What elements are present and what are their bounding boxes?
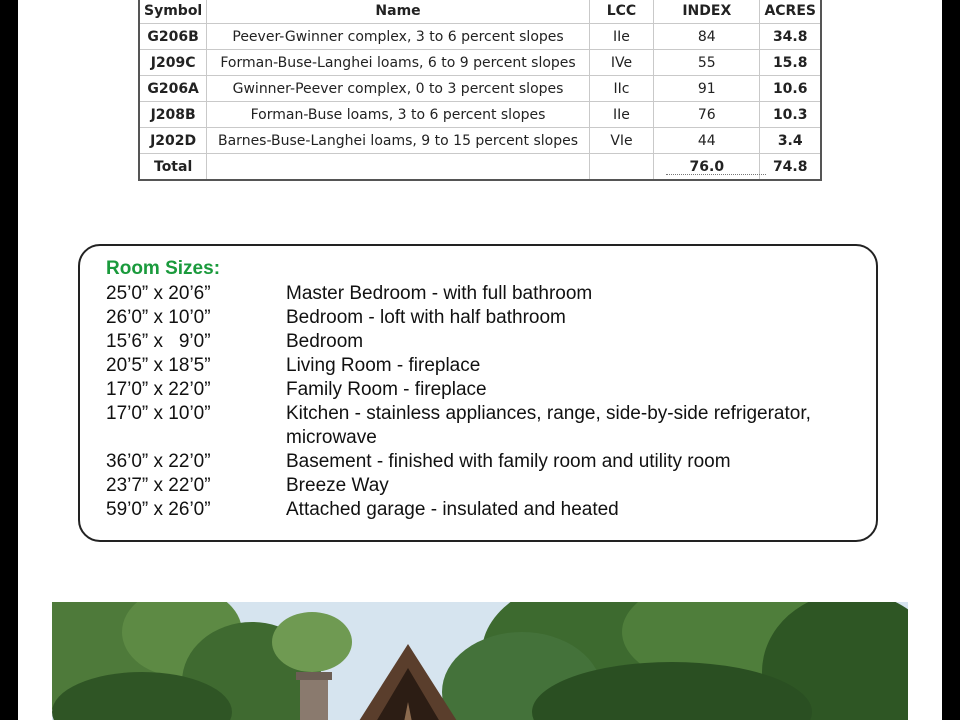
room-size: 17’0” x 22’0” — [106, 379, 211, 400]
cell-acres: 3.4 — [760, 128, 821, 154]
room-description: Attached garage - insulated and heated — [286, 499, 619, 520]
room-list — [106, 282, 866, 522]
list-item — [106, 306, 866, 330]
col-header-acres: ACRES — [760, 0, 821, 24]
col-header-index: INDEX — [654, 0, 760, 24]
cell-index: 76 — [654, 102, 760, 128]
total-acres: 74.8 — [760, 154, 821, 181]
house-photo-illustration — [52, 602, 908, 720]
room-size: 17’0” x 10’0” — [106, 403, 211, 424]
room-description: Master Bedroom - with full bathroom — [286, 283, 593, 304]
cell-lcc: VIe — [589, 128, 653, 154]
room-description: Breeze Way — [286, 475, 389, 496]
cell-name-empty — [207, 154, 590, 181]
cell-symbol: G206B — [139, 24, 207, 50]
cell-lcc: IIe — [589, 24, 653, 50]
room-description: Living Room - fireplace — [286, 355, 481, 376]
cell-name: Peever-Gwinner complex, 3 to 6 percent slopes — [207, 24, 590, 50]
table-row — [139, 128, 821, 154]
room-size: 59’0” x 26’0” — [106, 499, 211, 520]
cell-symbol: G206A — [139, 76, 207, 102]
cell-lcc: IVe — [589, 50, 653, 76]
cell-lcc: IIc — [589, 76, 653, 102]
house-photo — [52, 602, 908, 720]
room-sizes-heading: Room Sizes: — [106, 258, 221, 279]
cell-symbol: J209C — [139, 50, 207, 76]
cell-index: 91 — [654, 76, 760, 102]
table-footnote-fragment — [666, 174, 766, 181]
room-size: 26’0” x 10’0” — [106, 307, 211, 328]
table-row — [139, 24, 821, 50]
room-size: 36’0” x 22’0” — [106, 451, 211, 472]
table-row — [139, 76, 821, 102]
room-sizes-box — [78, 244, 878, 542]
table-row — [139, 50, 821, 76]
list-item — [106, 330, 866, 354]
room-size: 20’5” x 18’5” — [106, 355, 211, 376]
cell-acres: 10.6 — [760, 76, 821, 102]
table-row — [139, 102, 821, 128]
room-description: Bedroom — [286, 331, 364, 352]
cell-name: Gwinner-Peever complex, 0 to 3 percent slopes — [207, 76, 590, 102]
list-item — [106, 474, 866, 498]
cell-symbol: J202D — [139, 128, 207, 154]
room-description: Family Room - fireplace — [286, 379, 487, 400]
list-item — [106, 282, 866, 306]
room-size: 23’7” x 22’0” — [106, 475, 211, 496]
cell-acres: 15.8 — [760, 50, 821, 76]
total-index: 76.0 — [654, 154, 760, 181]
col-header-lcc: LCC — [589, 0, 653, 24]
list-item — [106, 498, 866, 522]
list-item — [106, 450, 866, 474]
total-label: Total — [139, 154, 207, 181]
list-item — [106, 354, 866, 378]
room-description: Basement - finished with family room and utility room — [286, 451, 731, 472]
soil-table — [138, 0, 822, 181]
cell-acres: 10.3 — [760, 102, 821, 128]
room-description: Kitchen - stainless appliances, range, side-by-side refrigerator, microwave — [286, 403, 811, 448]
room-size: 25’0” x 20’6” — [106, 283, 211, 304]
cell-name: Barnes-Buse-Langhei loams, 9 to 15 percent slopes — [207, 128, 590, 154]
col-header-name: Name — [207, 0, 590, 24]
cell-index: 55 — [654, 50, 760, 76]
room-description: Bedroom - loft with half bathroom — [286, 307, 566, 328]
cell-index: 44 — [654, 128, 760, 154]
list-item — [106, 402, 866, 450]
cell-acres: 34.8 — [760, 24, 821, 50]
cell-lcc: IIe — [589, 102, 653, 128]
cell-name: Forman-Buse-Langhei loams, 6 to 9 percent slopes — [207, 50, 590, 76]
cell-index: 84 — [654, 24, 760, 50]
cell-lcc-empty — [589, 154, 653, 181]
document-page — [18, 0, 942, 720]
room-size: 15’6” x 9’0” — [106, 331, 211, 352]
soil-table-header-row — [139, 0, 821, 24]
list-item — [106, 378, 866, 402]
cell-name: Forman-Buse loams, 3 to 6 percent slopes — [207, 102, 590, 128]
cell-symbol: J208B — [139, 102, 207, 128]
col-header-symbol: Symbol — [139, 0, 207, 24]
